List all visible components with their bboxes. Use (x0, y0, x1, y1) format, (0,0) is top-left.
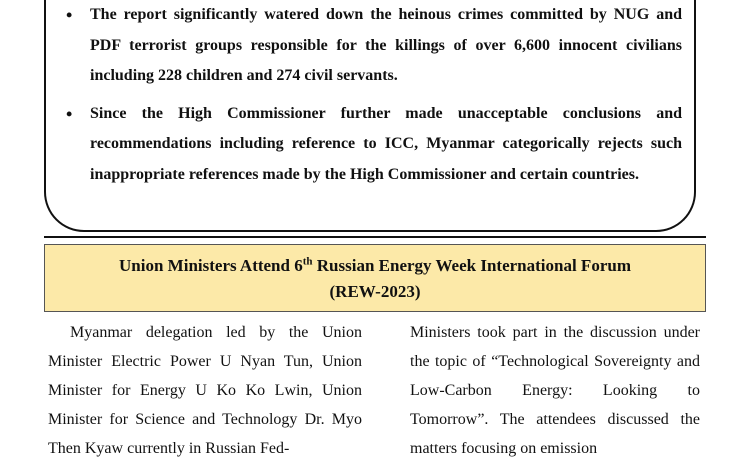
headline-superscript: th (302, 255, 313, 268)
headline-subtitle: (REW-2023) (329, 282, 421, 301)
bullet-item: • The report significantly watered down the heinous crimes committed by NUG and PDF terrorist groups responsible for the killings of over 6,600 innocent civilians including 228 children and 274 civil servants. (66, 0, 682, 92)
headline-text: Union Ministers Attend 6 (119, 256, 303, 275)
paragraph: Myanmar delegation led by the Union Minister Electric Power U Nyan Tun, Union Minister for Energy U Ko Ko Lwin, Union Minister for Science and Technology Dr. Myo Then Kyaw currently in Russian Fed- (48, 324, 362, 457)
paragraph: Ministers took part in the discussion under the topic of “Technological Sovereignty and Low-Carbon Energy: Looking to Tomorrow”. The attendees discussed the matters focusing on emission (410, 324, 700, 457)
section-divider (44, 236, 706, 238)
article-column-right (410, 318, 700, 463)
article-headline (44, 244, 706, 312)
headline-text-end: Russian Energy Week International Forum (312, 256, 631, 275)
bullet-item: • Since the High Commissioner further made unacceptable conclusions and recommendations including reference to ICC, Myanmar categorically rejects such inappropriate references made by the High Commissioner and certain countries. (66, 99, 682, 191)
article-column-left (48, 318, 362, 463)
bullet-list (66, 0, 682, 197)
